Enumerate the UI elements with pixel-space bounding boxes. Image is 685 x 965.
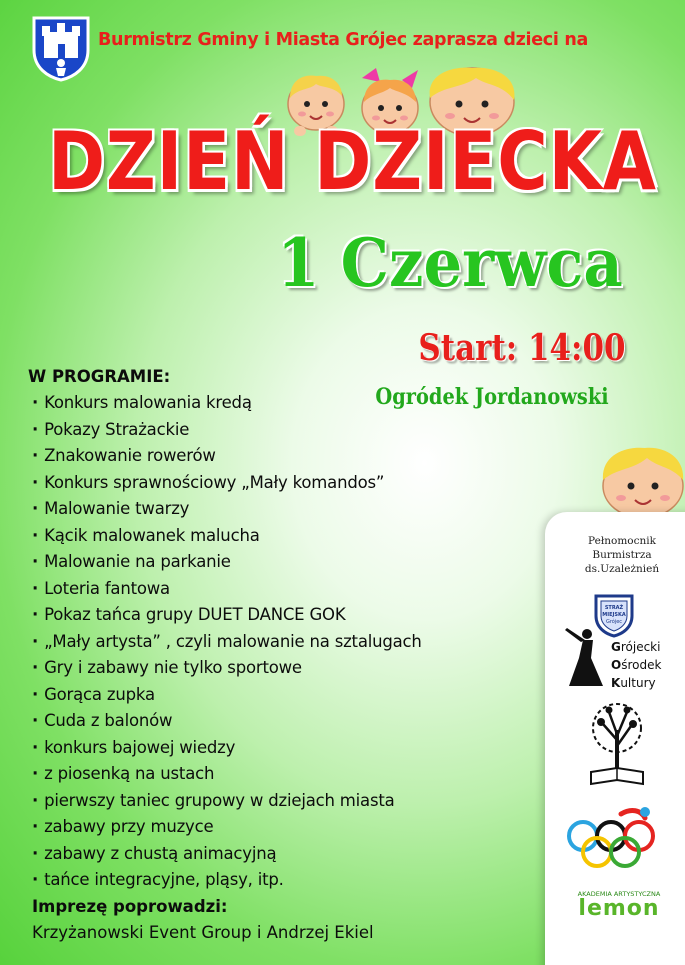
program-list — [28, 364, 548, 947]
program-item: · konkurs bajowej wiedzy — [28, 735, 548, 762]
program-item: · „Mały artysta” , czyli malowanie na sztalugach — [28, 629, 548, 656]
start-time: Start: 14:00 — [418, 327, 626, 369]
gok-initial: K — [611, 676, 621, 690]
program-item: · Gry i zabawy nie tylko sportowe — [28, 655, 548, 682]
cartoon-kid-illustration — [593, 440, 685, 518]
program-item: · Kącik malowanek malucha — [28, 523, 548, 550]
sponsors-panel — [545, 512, 685, 965]
program-item: · zabawy z chustą animacyjną — [28, 841, 548, 868]
program-item: · Cuda z balonów — [28, 708, 548, 735]
olympic-rings-logo-icon — [565, 804, 659, 876]
program-item: · zabawy przy muzyce — [28, 814, 548, 841]
pelnomocnik-line: ds.Uzależnień — [584, 563, 660, 575]
svg-text:Grójec: Grójec — [605, 619, 623, 625]
gok-logo — [563, 628, 685, 692]
pelnomocnik-line: Burmistrza — [592, 549, 652, 561]
svg-text:MIEJSKA: MIEJSKA — [602, 612, 626, 618]
lemon-academy-logo — [571, 890, 667, 938]
event-location: Ogródek Jordanowski — [375, 384, 609, 410]
program-item: · Loteria fantowa — [28, 576, 548, 603]
invitation-text: Burmistrz Gminy i Miasta Grójec zaprasza dzieci na — [98, 30, 589, 50]
program-item: · Pokazy Strażackie — [28, 417, 548, 444]
event-title: DZIEŃ DZIECKA — [47, 115, 657, 208]
program-item: · Znakowanie rowerów — [28, 443, 548, 470]
pelnomocnik-text — [559, 534, 685, 576]
host-label: Imprezę poprowadzi: — [32, 896, 228, 916]
program-item: · Konkurs sprawnościowy „Mały komandos” — [28, 470, 548, 497]
program-item: · Konkurs malowania kredą — [28, 390, 548, 417]
lemon-academy-subtitle: AKADEMIA ARTYSTYCZNA — [577, 890, 661, 898]
program-item: · Malowanie twarzy — [28, 496, 548, 523]
gok-name — [611, 638, 661, 692]
gok-initial: G — [611, 640, 621, 654]
svg-text:STRAŻ: STRAŻ — [604, 605, 624, 611]
program-item: · Pokaz tańca grupy DUET DANCE GOK — [28, 602, 548, 629]
program-item: · pierwszy taniec grupowy w dziejach miasta — [28, 788, 548, 815]
program-item: · tańce integracyjne, pląsy, itp. — [28, 867, 548, 894]
gok-initial: O — [611, 658, 622, 672]
event-date: 1 Czerwca — [277, 224, 623, 302]
pelnomocnik-line: Pełnomocnik — [588, 535, 656, 547]
gok-word: rójecki — [620, 640, 661, 654]
grojec-coat-of-arms-icon — [30, 14, 92, 82]
host-name: Krzyżanowski Event Group i Andrzej Ekiel — [32, 923, 374, 942]
tree-book-logo-icon — [585, 700, 649, 792]
program-item: · Malowanie na parkanie — [28, 549, 548, 576]
program-item: · Gorąca zupka — [28, 682, 548, 709]
gok-word: ultury — [620, 676, 656, 690]
dancer-silhouette-icon — [563, 628, 607, 690]
program-item: · z piosenką na ustach — [28, 761, 548, 788]
lemon-academy-name: lemon — [578, 896, 660, 921]
gok-word: środek — [621, 658, 662, 672]
program-heading: W PROGRAMIE: — [28, 367, 171, 386]
